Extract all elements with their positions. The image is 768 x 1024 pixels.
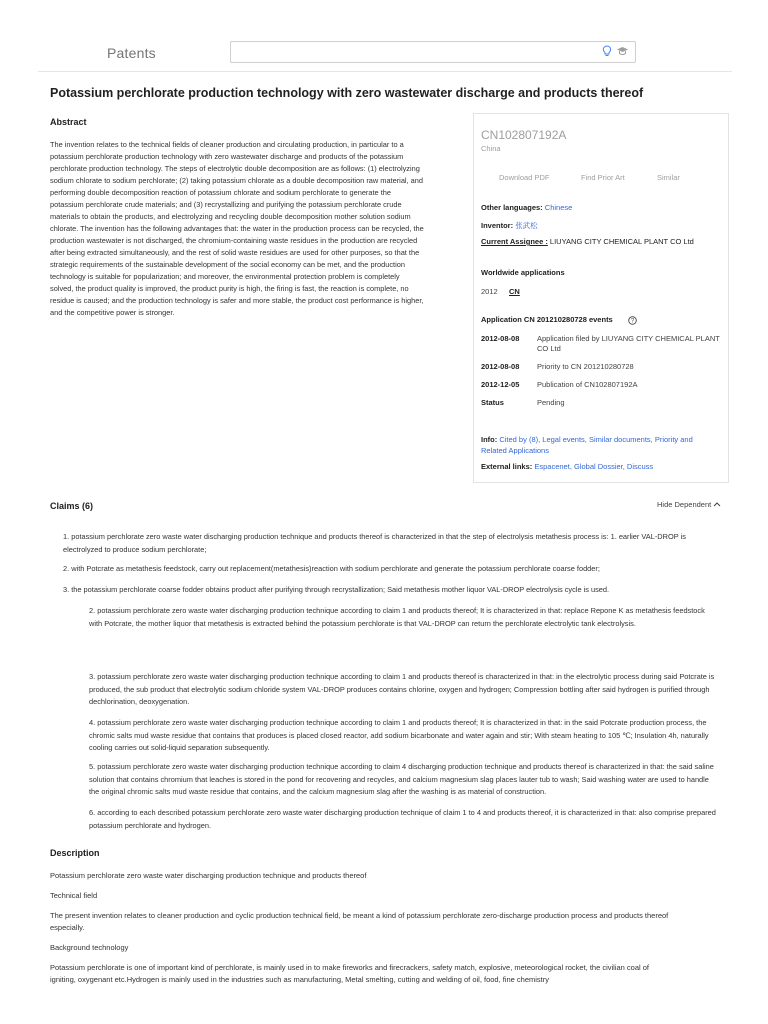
assignee-label: Current Assignee : xyxy=(481,237,548,246)
description-paragraph: The present invention relates to cleaner production and cyclic production technical field, be meant a kind of potassium perchlorate zero-discharge production process and products thereof especially. xyxy=(50,911,669,932)
other-languages-label: Other languages: xyxy=(481,203,543,212)
claim-item: 2. potassium perchlorate zero waste water discharging production technique according to claim 1 and products thereof; It is characterized in that: replace Repone K as metathesis feedstock with Potcrate, the mother liquor that metathesis is extracted behind the potassium perchlorate is that VAL-DROP can return the perchlorate electrolytic tank electrolysis. xyxy=(89,606,705,628)
assignee-value: LIUYANG CITY CHEMICAL PLANT CO Ltd xyxy=(549,237,694,246)
hide-dependent-button[interactable]: Hide Dependent xyxy=(657,500,721,509)
description-paragraph: Potassium perchlorate is one of important kind of perchlorate, is mainly used in to make fireworks and firecrackers, safety match, explosive, meteorological rocket, the civilian coal of igniting, oxygenant etc.Hydrogen is mainly used in the industries such as manufacturing, Metal smelting, cutting and welding of oil, food, fine chemistry xyxy=(50,963,650,984)
inventor-link[interactable]: 张武松 xyxy=(515,221,538,230)
lightbulb-icon[interactable] xyxy=(602,45,612,57)
claims-heading: Claims (6) xyxy=(50,501,94,511)
similar-link[interactable]: Similar xyxy=(657,173,680,182)
page-title: Potassium perchlorate production technology with zero wastewater discharge and products thereof xyxy=(50,86,644,100)
info-links[interactable]: Cited by (8), Legal events, Similar documents, Priority and Related Applications xyxy=(481,435,693,455)
claim-item: 6. according to each described potassium perchlorate zero waste water discharging production technique of claim 1 to 4 and products thereof, it is characterized in that: also comprise prepared potassium perchlorate and hydrogen. xyxy=(89,808,716,830)
worldwide-year: 2012 xyxy=(481,287,498,296)
events-heading: Application CN 201210280728 events xyxy=(481,315,613,324)
description-subheading: Technical field xyxy=(50,891,98,900)
patent-info-card xyxy=(473,113,729,483)
external-links-label: External links: xyxy=(481,462,533,471)
external-links[interactable]: Espacenet, Global Dossier, Discuss xyxy=(534,462,654,471)
other-languages-link[interactable]: Chinese xyxy=(544,203,573,212)
country-label: China xyxy=(481,144,501,153)
abstract-text: The invention relates to the technical fields of cleaner production and circulating production, in particular to a potassium perchlorate production technology with zero wastewater discharge and products of the potassium perchlorate production technology. The steps of electrolytic double decomposition are as follows: (1) electrolyzing sodium chlorate to sodium perchlorate; (2) taking potassium chlorate as a double decomposition raw material, and performing double decomposition reaction of potassium chlorate and sodium perchlorate to generate the potassium perchlorate crude materials; and (3) recrystallizing and purifying the potassium perchlorate crude materials to obtain the products, and electrolyzing and recycling double decomposition mother solution sodium chlorate. The invention has the following advantages that: the water in the production process can be recycled, the production wastewater is not discharged, the chromium-containing waste residues in the production are recycled after being extracted simultaneously, and the rest of solid waste residues are used for other purposes, so that the strategic requirements of the sustainable development of the social economy can be met, and the production technology is suitable for popularization; and moreover, the environmental protection problem is completely solved, the product quality is improved, the product purity is high, the firing is fast, the reaction is complete, no residue is caused; and the production technology is safer and more stable, the product cost performance is higher, and the competitive power is stronger. xyxy=(50,140,424,317)
publication-number: CN102807192A xyxy=(481,128,567,142)
event-text: Priority to CN 201210280728 xyxy=(537,362,634,371)
claim-item: 3. potassium perchlorate zero waste water discharging production technique according to claim 1 and products thereof is characterized in that: in the electrolytic process during said Potcrate is produced, the sub product that electrolytic sodium chloride system VAL-DROP produces contains chlorine, oxygen and hydrogen; Compression bottling after said hydrogen is purified through dechlorination, deoxygenation. xyxy=(89,672,715,706)
top-bar xyxy=(0,0,768,72)
status-value: Pending xyxy=(537,398,565,407)
event-text: Publication of CN102807192A xyxy=(537,380,638,389)
other-languages-row xyxy=(481,203,572,212)
description-subheading: Background technology xyxy=(50,943,129,952)
description-paragraph: Potassium perchlorate zero waste water discharging production technique and products thereof xyxy=(50,871,367,880)
claim-item: 5. potassium perchlorate zero waste water discharging production technique according to claim 4 discharging production technique and products thereof is characterized in that: the said saline solution that contains chromium that leaches is stored in the pond for recovering and recycles, and calcium magnesium slag places lauter tub to wash; Said washing water are used to handle the original chromic salts mud waste residue that contains, and the calcium magnesium slag after the washing is as material of construction. xyxy=(89,762,714,796)
help-icon[interactable] xyxy=(628,316,637,325)
description-heading: Description xyxy=(50,848,100,858)
external-links-row xyxy=(481,462,653,471)
header-divider xyxy=(38,71,732,72)
claim-item: 1. potassium perchlorate zero waste water discharging production technique and products thereof is characterized in that the step of electrolysis metathesis process is: 1. earlier VAL-DROP is electrolyzed to produce sodium perchlorate; xyxy=(63,532,686,554)
worldwide-applications-heading: Worldwide applications xyxy=(481,268,565,277)
info-label: Info: xyxy=(481,435,498,444)
inventor-label: Inventor: xyxy=(481,221,514,230)
worldwide-country-link[interactable]: CN xyxy=(509,287,520,296)
event-date: 2012-08-08 xyxy=(481,334,520,343)
info-row xyxy=(481,434,717,456)
search-input[interactable] xyxy=(230,41,636,63)
claim-item: 4. potassium perchlorate zero waste water discharging production technique according to claim 1 and products thereof; It is characterized in that: in the said Potcrate production process, the chromic salts mud waste residue that contains that produces is placed closed reactor, add sodium bicarbonate and water again and stir; With steam heating to 105 ℃; Insulation 4h, naturally cooling carries out solid-liquid separation subsequently. xyxy=(89,718,709,752)
download-pdf-link[interactable]: Download PDF xyxy=(499,173,550,182)
chevron-up-icon xyxy=(713,501,721,507)
inventor-row xyxy=(481,220,538,231)
brand-logo[interactable]: Patents xyxy=(107,45,156,61)
claim-item: 2. with Potcrate as metathesis feedstock, carry out replacement(metathesis)reaction with sodium perchlorate and generate the potassium perchlorate coarse fodder; xyxy=(63,564,600,573)
event-text: Application filed by LIUYANG CITY CHEMICAL PLANT CO Ltd xyxy=(537,334,720,353)
abstract-heading: Abstract xyxy=(50,117,87,127)
status-label: Status xyxy=(481,398,504,407)
graduation-cap-icon[interactable] xyxy=(616,45,629,57)
find-prior-art-link[interactable]: Find Prior Art xyxy=(581,173,625,182)
claim-item: 3. the potassium perchlorate coarse fodder obtains product after purifying through recrystallization; Said metathesis mother liquor VAL-DROP electrolysis cycle is used. xyxy=(63,585,610,594)
assignee-row xyxy=(481,237,694,246)
svg-text:?: ? xyxy=(630,318,635,325)
event-date: 2012-08-08 xyxy=(481,362,520,371)
event-date: 2012-12-05 xyxy=(481,380,520,389)
